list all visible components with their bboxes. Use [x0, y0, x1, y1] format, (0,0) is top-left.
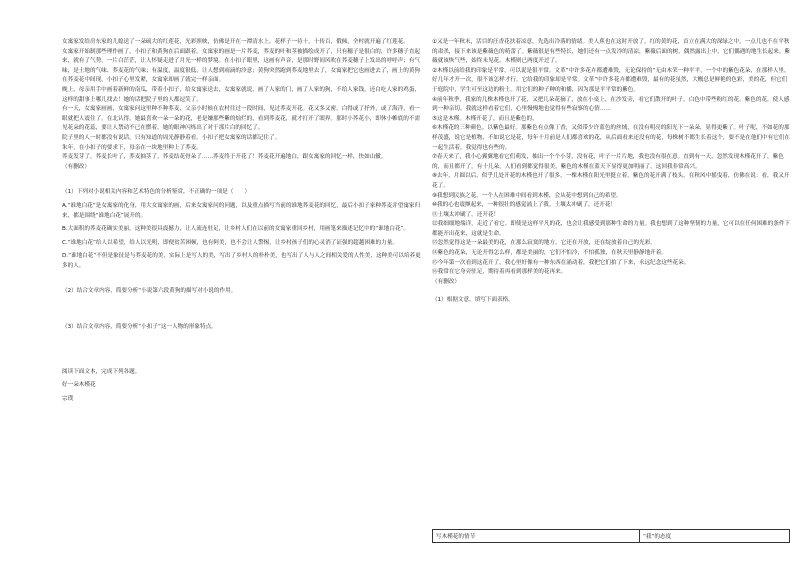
essay-paragraph: ⑤这是木槿。木槿开花了，而且是紫色的。 — [432, 115, 538, 122]
essay-author: 宗璞 — [62, 395, 74, 402]
passage-paragraph: 晚上，母亲用手中画着新鲜的南瓜，带着小扣子，给女寓家送去，女寓家就说，画了人家的门，画了人家的狗，不给人家钱，还白吃人家的鸡蛋，这样的甜事上哪儿找去！她的话把院子里的人都逗笑了。 — [62, 86, 421, 103]
essay-paragraph: ④前年秋季，我家的几株木槿也开了花，又把几朵花摘了，放在小桌上，在沙发旁，看它们散开的叶子，白色中带些粉红的花。紫色的花，使人感到一种亲切。我就这样看着它们，心里慢慢地也觉得有些寂寥的心情…… — [432, 96, 790, 113]
answer-table — [432, 529, 790, 543]
essay-paragraph: ⑬忽然觉得这是一朵最美的花，在那么寂寞的地方，它还在开放，还在绽放着自己的光彩。 — [432, 240, 656, 247]
question-1: （1）下列对小说相关内容和艺术特色的分析鉴赏，不正确的一项是（ ） — [62, 189, 251, 196]
essay-paragraph: ⑮今年第一次看到这花开了，我心里好像有一种东西在涌动着，我把它们拍了下来，永远纪念这些花朵。 — [432, 259, 690, 266]
essay-paragraph: ⑩我的心也震颤起来，一种很壮的感觉涌上了我。土壤太冲刷了，还开花！ — [432, 202, 617, 209]
left-column — [62, 38, 422, 404]
option-a: A.“谁地白花”是女寓家的化身，用大女寓家的画，后来女寓家问的问题，以及重点描写当前的谁地荞麦花的回忆，最后小扣子家种荞麦并望寓家归来，都是围绕“谁地白花”展开的。 — [62, 202, 421, 219]
right-column — [432, 38, 792, 306]
essay-paragraph: ⑯我常在它身旁驻足，期待着再看到那样美的花再来。 — [432, 269, 567, 276]
essay-paragraph: ⑭紫色的花朵，无论开得怎么样，都是美丽的，它们不怕冷，不怕孤独，在秋天里静静地开着。 — [432, 250, 667, 257]
essay-paragraph: ⑪土壤太冲刷了，还开花！ — [432, 211, 500, 218]
essay-paragraph: ⑨我想到民族之花，一个人在困难中间看到木槿，会从花中想到自己的希望。 — [432, 192, 622, 199]
passage-paragraph: 院子里的人一时都没有说话，只有知道的周光静静着看。小扣子把女寓家的话都记住了。 — [62, 134, 281, 141]
question-2: （2）结合文章内容，简要分析“小说第六段黄狗的描写对小说的作用。 — [62, 288, 237, 295]
essay-paragraph: ⑧去年，月圆以后，似乎几处开花的木槿也开了很多，一棵木槿在阳光里挺立着，紫色的花开满了枝头，在秋风中摇曳着，仿佛在说：看，我又开花了。 — [432, 173, 790, 189]
essay-paragraph: ②木槿以前给我的印象是平常，可以说是很平常。文革”中许多花卉都遭难毁，无论保持的“无由木荣一种平平，一个中的紫色花朵，在那样人里，好几年才开一次，很不该怎样才行。它给我的印象却是平常。文革”中许多花卉都遭难毁，最有的花虽然，大概总是鲜艳的色彩，美的花，但它们于庭院中，学生可至这边的粉土。用它们的种子种的和播，因为那是平平常的紫色。 — [432, 67, 790, 93]
essay-paragraph: ⑦春天来了，我小心翼翼地看它们萌发，抽出一个个小芽，没有花，叶子一片片地，我也没有很在意。直到有一天，忽然发现木槿花开了，紫色的，而且都开了，有十几朵，人们看到都觉得很美，紫色的木槿在蓝天下显得更加明丽了，这回我非常高兴。 — [432, 154, 784, 170]
passage-paragraph: 荞麦发芽了，荞麦长叶了，荞麦抽茎了，荞麦结花骨朵了……荞麦终于开花了！荞麦花开遍地白，跟女寓家的回忆一样，快如山辙。 — [62, 154, 387, 161]
essay-paragraph: ⑥木槿花的三种颜色。以紫色最好。那紫色有点像丁香，又似带少许蓝色的丝绒，在没有明亮的阳光下一朵朵，显得更紫了。叶子呢，不如花的那样茂盛，说它是植物，不如说它是花，每年十月前是人们都喜欢的花，从后面看来还没有的花，每株树不都生长着这个，要不是在他们中有它们在一起生活着，我觉得也有些的。 — [432, 125, 791, 151]
option-d: D.“谁地白花”不但是象征是与荞麦花的美，实际上是写人的美，写出了乡村人的朴朴美，也写出了人与人之间相关爱的人性美，这种美可以培养更多的人。 — [62, 253, 421, 269]
source-note: （有删改） — [432, 278, 460, 285]
essay-title: 好一朵木槿花 — [62, 382, 96, 389]
question-3: （3）结合文章内容，简要分析“小扣子”这一人物的形象特点。 — [62, 324, 217, 331]
passage-paragraph: 有一天，女寓家画画，女寓家问这里种不种荞麦，父亲小时候在农村往过一段时间，见过荞麦开花。花又多又密，白得或了抒外，或了海洋，看一眼就把人震住了。在北认得，她最喜欢一朵一朵的花，老是嫌那些紫的灿烂的，看到荞麦花，就才打开了眼界。那时小荞花小，即休小帷底的不需见花朵的花蕊，要让人禁动不已在燃着。她的眼神闪烁出了对于那片白的回忆了。 — [62, 106, 421, 132]
essay-paragraph: ①又是一年秋末，活目的汪香花扶着凉意，先选出冷落的情绪。美人蕉也在这时开放了。红的黄的花，首立在满大的深绿之中，一点儿也不在平秋的肃杀，接下来该是紫薇色的萌蕾了。紫薇很是有些特长，她们还有一点发冷的清凉，紫薇后面的树，偶然露出上中，它们偶遇的地生长起来。紫薇就该恢气些，始终未见花。木槿则已两度开过了。 — [432, 39, 791, 65]
reading-instruction: 阅读下面文本，完成下列各题。 — [62, 368, 141, 375]
passage-paragraph: 朱年，在小扣子的要求下，母亲在一块地里种上了荞麦。 — [62, 144, 202, 151]
table-header-plot: 写木槿花的情节 — [433, 530, 640, 543]
option-c: C.“谁地白花”给人以希望，给人以光明，即便贫苦困顿，也有阿美，也不会让人警惕，让乡村孩子们的心灵消了证强的超越困难的力量。 — [62, 239, 398, 246]
source-note: （有删改） — [62, 163, 90, 170]
table-row — [433, 530, 790, 543]
essay-paragraph: ⑫我细细地端详，走近了看它。即使是这样平凡的花，也会让我感受到那种生命的力量。我也想到了这种坚韧的力量，它可以在任何困难的条件下都能开出花来，这就是生命。 — [432, 221, 791, 237]
table-header-attitude: “我”的态度 — [640, 530, 790, 543]
passage-paragraph: 女寓家开始制那些理作画了，小扣子和黄狗在后面跟着。女寓家的画是一片荞麦，荞麦的叶和茎被描绘成开了，只有穗子是很白的，许多穗子直起来，就有了气势，一片白茫茫，让人怀疑走进了月光一样的梦境。在小扣子眼里，这画有声音，是那时野间风吹在荞麦穗子上发出的呼呼声；有气味，是土地的气味、荞麦花的气味；有温度，温度很低，让人想到雨滴的泠意；黄狗突然跑到荞麦地里去了，女寓家把它也画进去了，画上的黄狗在荞麦花中间现，小扣子心里发紧，女寓家却画了就完一样亲面。 — [62, 48, 421, 84]
passage-paragraph: 女寓家发给房东家的儿媳送了一朵硕大的红莲花，光彩照映，仿佛是开在一潭清水上。花样子一待十，十传百，俄倾，全村就开遍了红莲花。 — [62, 39, 409, 45]
question-1-right: （1）根据文意，填写下面表格。 — [432, 297, 514, 304]
option-b: B.大面积的荞麦花确实美丽，这种美很具震撼力，让人流连驻足，让乡村人们在以前的女寓家重回乡村，用画笔来描述记忆中的“谁地白花”。 — [62, 226, 410, 233]
